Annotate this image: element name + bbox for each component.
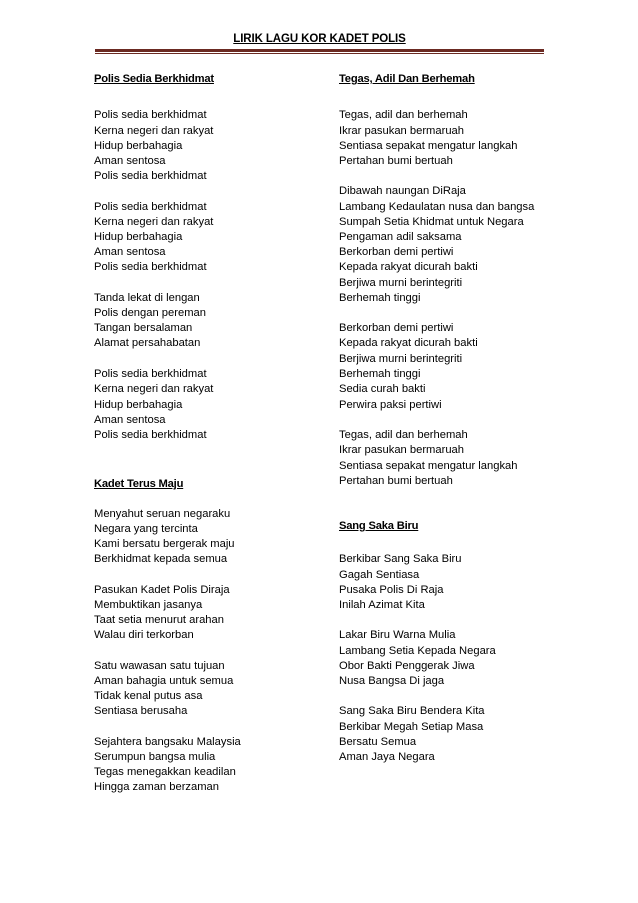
lyric-line: Berkorban demi pertiwi (339, 246, 454, 258)
lyric-line: Berkhidmat kepada semua (94, 553, 228, 565)
lyric-line: Lambang Kedaulatan nusa dan bangsa (339, 201, 535, 213)
lyric-line: Pertahan bumi bertuah (339, 475, 453, 487)
header-rule-thick (95, 49, 544, 52)
lyric-line: Sentiasa sepakat mengatur langkah (339, 460, 518, 472)
lyric-line: Negara yang tercinta (94, 523, 198, 535)
lyric-line: Pertahan bumi bertuah (339, 155, 453, 167)
lyric-line: Alamat persahabatan (94, 337, 201, 349)
lyric-line: Gagah Sentiasa (339, 569, 420, 581)
lyric-line: Tidak kenal putus asa (94, 690, 203, 702)
lyric-line: Inilah Azimat Kita (339, 599, 425, 611)
lyric-line: Aman sentosa (94, 414, 166, 426)
page-header (95, 33, 544, 49)
lyric-line: Polis dengan pereman (94, 307, 206, 319)
lyric-line: Satu wawasan satu tujuan (94, 660, 225, 672)
lyric-line: Pusaka Polis Di Raja (339, 584, 444, 596)
song-heading: Polis Sedia Berkhidmat (94, 73, 214, 85)
lyric-line: Kerna negeri dan rakyat (94, 216, 214, 228)
lyric-line: Polis sedia berkhidmat (94, 109, 207, 121)
lyric-line: Berjiwa murni berintegriti (339, 277, 463, 289)
lyric-line: Sang Saka Biru Bendera Kita (339, 705, 485, 717)
lyric-line: Taat setia menurut arahan (94, 614, 224, 626)
lyric-line: Kerna negeri dan rakyat (94, 383, 214, 395)
lyric-line: Berkibar Megah Setiap Masa (339, 721, 484, 733)
lyric-line: Sedia curah bakti (339, 383, 426, 395)
lyric-line: Kami bersatu bergerak maju (94, 538, 235, 550)
lyric-line: Nusa Bangsa Di jaga (339, 675, 445, 687)
lyric-line: Dibawah naungan DiRaja (339, 185, 466, 197)
song-heading: Sang Saka Biru (339, 520, 419, 532)
lyric-line: Berjiwa murni berintegriti (339, 353, 463, 365)
lyric-line: Pasukan Kadet Polis Diraja (94, 584, 230, 596)
lyric-line: Sentiasa sepakat mengatur langkah (339, 140, 518, 152)
lyric-line: Sejahtera bangsaku Malaysia (94, 736, 241, 748)
header-rule-thin (95, 53, 544, 54)
lyric-line: Polis sedia berkhidmat (94, 170, 207, 182)
lyric-line: Berkibar Sang Saka Biru (339, 553, 462, 565)
lyric-line: Aman sentosa (94, 155, 166, 167)
lyric-line: Hidup berbahagia (94, 231, 183, 243)
lyric-line: Tanda lekat di lengan (94, 292, 200, 304)
lyric-line: Polis sedia berkhidmat (94, 261, 207, 273)
lyric-line: Kepada rakyat dicurah bakti (339, 337, 478, 349)
lyric-line: Aman sentosa (94, 246, 166, 258)
lyric-line: Perwira paksi pertiwi (339, 399, 442, 411)
lyric-line: Tangan bersalaman (94, 322, 193, 334)
lyric-line: Hidup berbahagia (94, 399, 183, 411)
lyric-line: Sumpah Setia Khidmat untuk Negara (339, 216, 524, 228)
lyric-line: Tegas, adil dan berhemah (339, 109, 468, 121)
lyric-line: Tegas menegakkan keadilan (94, 766, 236, 778)
lyric-line: Lakar Biru Warna Mulia (339, 629, 456, 641)
lyric-line: Menyahut seruan negaraku (94, 508, 231, 520)
lyric-line: Kerna negeri dan rakyat (94, 125, 214, 137)
lyric-line: Ikrar pasukan bermaruah (339, 125, 464, 137)
lyric-line: Polis sedia berkhidmat (94, 201, 207, 213)
lyric-line: Hingga zaman berzaman (94, 781, 219, 793)
lyric-line: Obor Bakti Penggerak Jiwa (339, 660, 475, 672)
lyric-line: Aman Jaya Negara (339, 751, 435, 763)
lyric-line: Lambang Setia Kepada Negara (339, 645, 496, 657)
lyric-line: Tegas, adil dan berhemah (339, 429, 468, 441)
lyric-line: Membuktikan jasanya (94, 599, 203, 611)
lyric-line: Kepada rakyat dicurah bakti (339, 261, 478, 273)
song-heading: Kadet Terus Maju (94, 478, 184, 490)
lyric-line: Aman bahagia untuk semua (94, 675, 234, 687)
lyric-line: Polis sedia berkhidmat (94, 368, 207, 380)
lyric-line: Serumpun bangsa mulia (94, 751, 216, 763)
lyric-line: Berhemah tinggi (339, 368, 421, 380)
lyric-line: Sentiasa berusaha (94, 705, 188, 717)
lyric-line: Ikrar pasukan bermaruah (339, 444, 464, 456)
lyric-line: Walau diri terkorban (94, 629, 194, 641)
lyric-line: Hidup berbahagia (94, 140, 183, 152)
lyric-line: Bersatu Semua (339, 736, 417, 748)
lyric-line: Polis sedia berkhidmat (94, 429, 207, 441)
song-heading: Tegas, Adil Dan Berhemah (339, 73, 475, 85)
lyric-line: Pengaman adil saksama (339, 231, 462, 243)
lyric-line: Berhemah tinggi (339, 292, 421, 304)
lyric-line: Berkorban demi pertiwi (339, 322, 454, 334)
page-title: LIRIK LAGU KOR KADET POLIS (233, 33, 406, 45)
